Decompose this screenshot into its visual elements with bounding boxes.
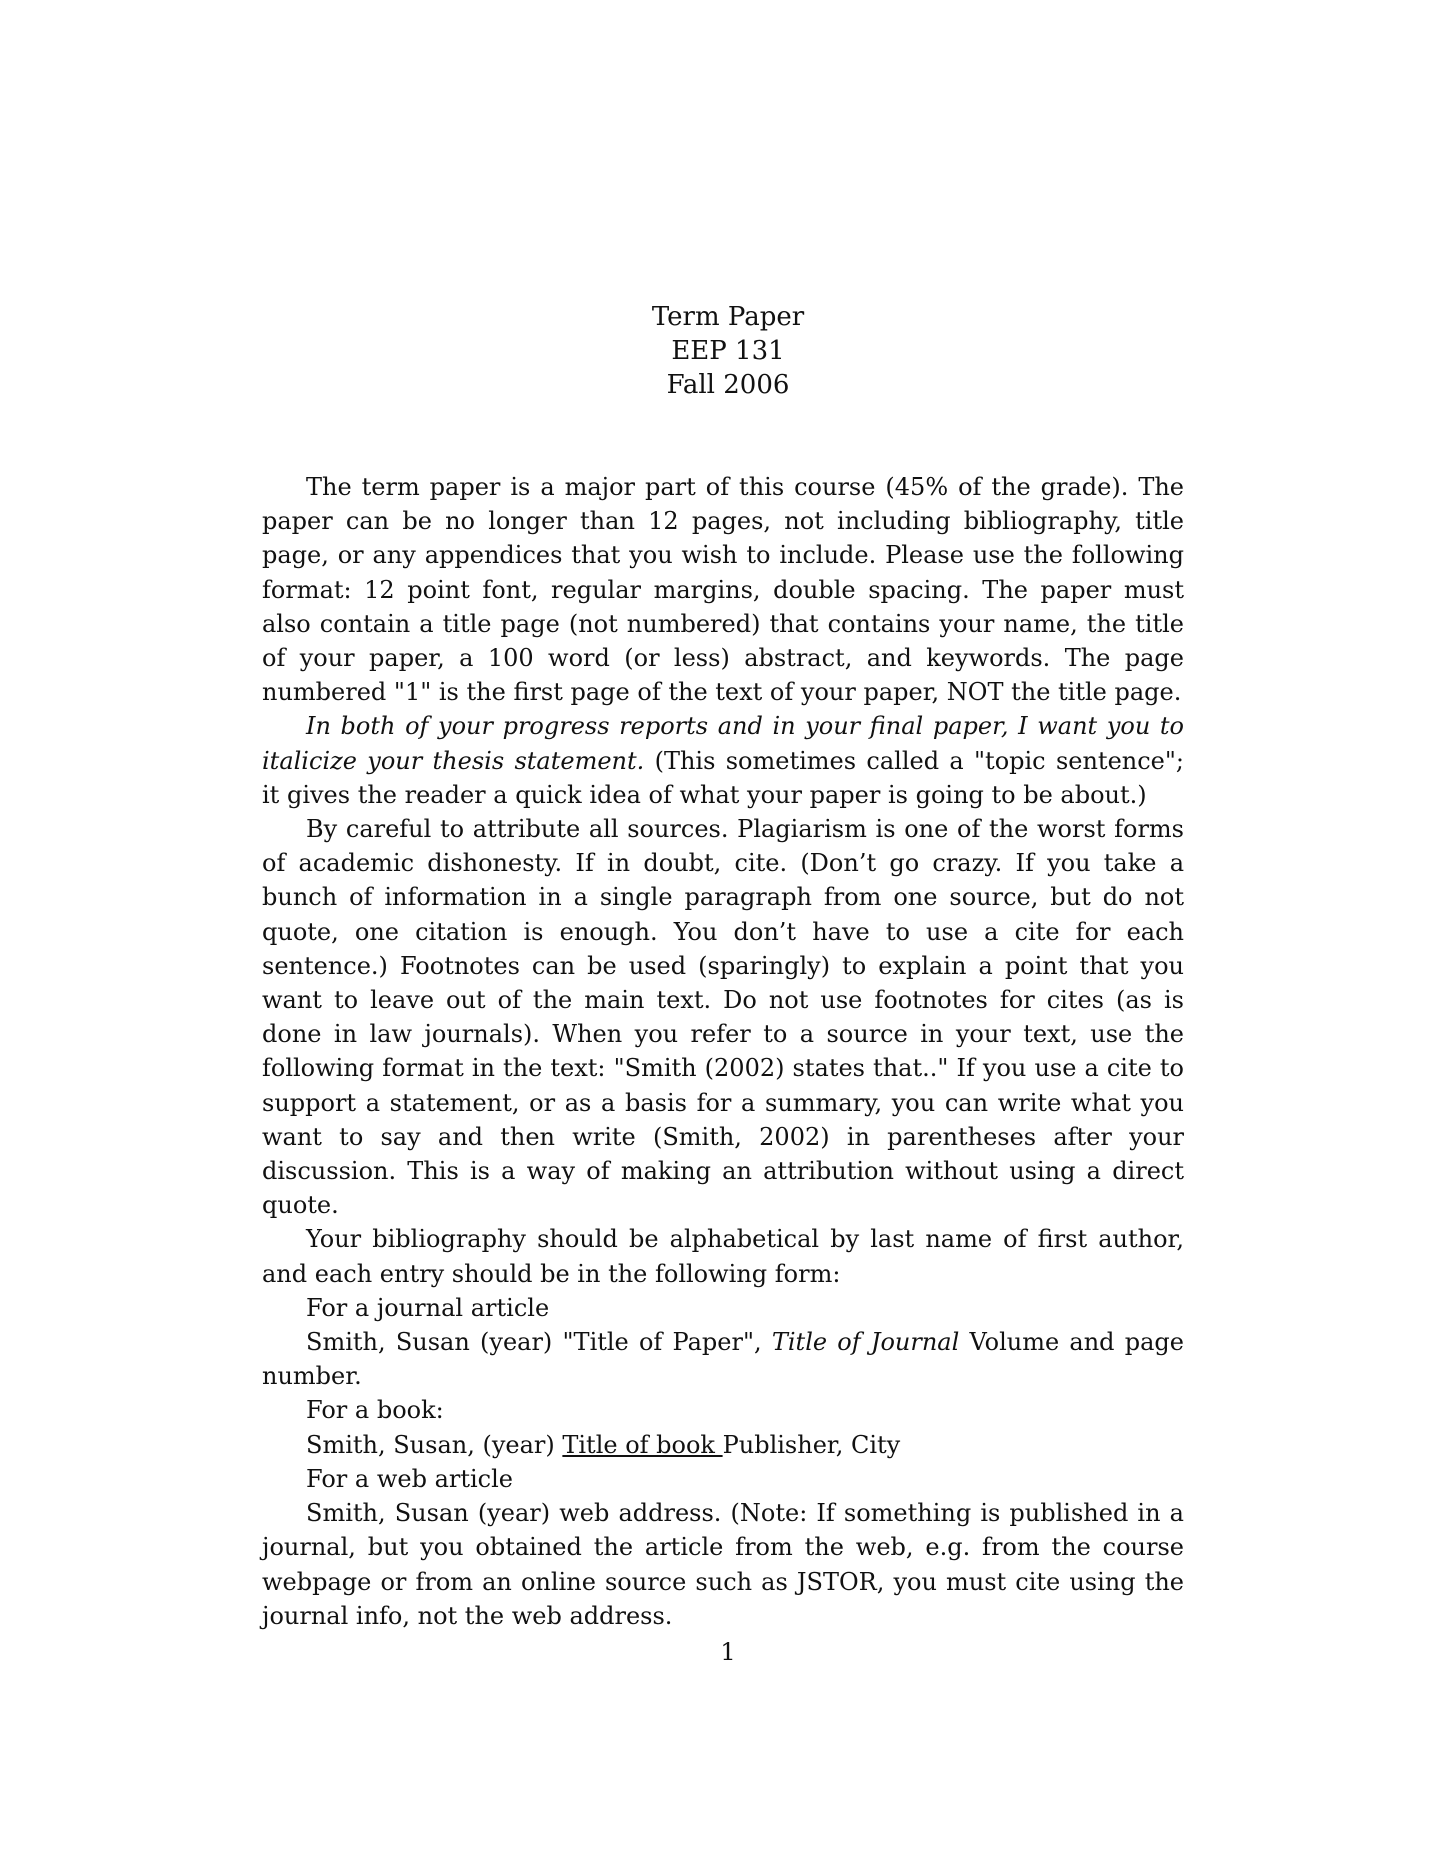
title-line: Term Paper [651, 302, 805, 332]
journal-example [262, 1325, 1184, 1393]
course-line: EEP 131 [671, 336, 785, 366]
book-example-title: Title of book [562, 1430, 723, 1459]
page-number: 1 [720, 1638, 736, 1666]
term-line: Fall 2006 [666, 370, 790, 400]
paragraph-thesis [262, 709, 1184, 812]
book-example-post: Publisher, City [722, 1430, 901, 1459]
journal-example-italic: Title of Journal [771, 1328, 960, 1357]
document-body [262, 470, 1184, 1633]
web-heading: For a web article [306, 1464, 513, 1493]
thesis-instruction-italic: In both of your progress reports and in your final paper, I want you to italicize your thesis statement. [262, 712, 1184, 775]
paragraph-bibliography: Your bibliography should be alphabetical by last name of first author, and each entry should be in the following form: [262, 1225, 1184, 1288]
journal-example-post: Volume and page number. [262, 1328, 1184, 1391]
book-example [262, 1428, 1184, 1462]
paragraph-attribution: By careful to attribute all sources. Plagiarism is one of the worst forms of academic dishonesty. If in doubt, cite. (Don’t go crazy. If you take a bunch of information in a single paragraph from one source, but do not quote, one citation is enough. You don’t have to use a cite for each sentence.) Footnotes can be used (sparingly) to explain a point that you want to leave out of the main text. Do not use footnotes for cites (as is done in law journals). When you refer to a source in your text, use the following format in the text: "Smith (2002) states that.." If you use a cite to support a statement, or as a basis for a summary, you can write what you want to say and then write (Smith, 2002) in parentheses after your discussion. This is a way of making an attribution without using a direct quote. [262, 815, 1184, 1220]
thesis-instruction-rest: (This sometimes called a "topic sentence"; it gives the reader a quick idea of what your paper is going to be about.) [262, 746, 1184, 809]
journal-heading: For a journal article [306, 1293, 550, 1322]
document-title-block [0, 300, 1456, 402]
journal-example-pre: Smith, Susan (year) "Title of Paper", [306, 1328, 772, 1357]
paragraph-overview: The term paper is a major part of this course (45% of the grade). The paper can be no longer than 12 pages, not including bibliography, title page, or any appendices that you wish to include. Please use the following format: 12 point font, regular margins, double spacing. The paper must also contain a title page (not numbered) that contains your name, the title of your paper, a 100 word (or less) abstract, and keywords. The page numbered "1" is the first page of the text of your paper, NOT the title page. [262, 473, 1184, 707]
book-example-pre: Smith, Susan, (year) [306, 1430, 563, 1459]
web-example: Smith, Susan (year) web address. (Note: If something is published in a journal, but you obtained the article from the web, e.g. from the course webpage or from an online source such as JSTOR, you must cite using the journal info, not the web address. [262, 1499, 1184, 1630]
book-heading: For a book: [306, 1396, 444, 1425]
